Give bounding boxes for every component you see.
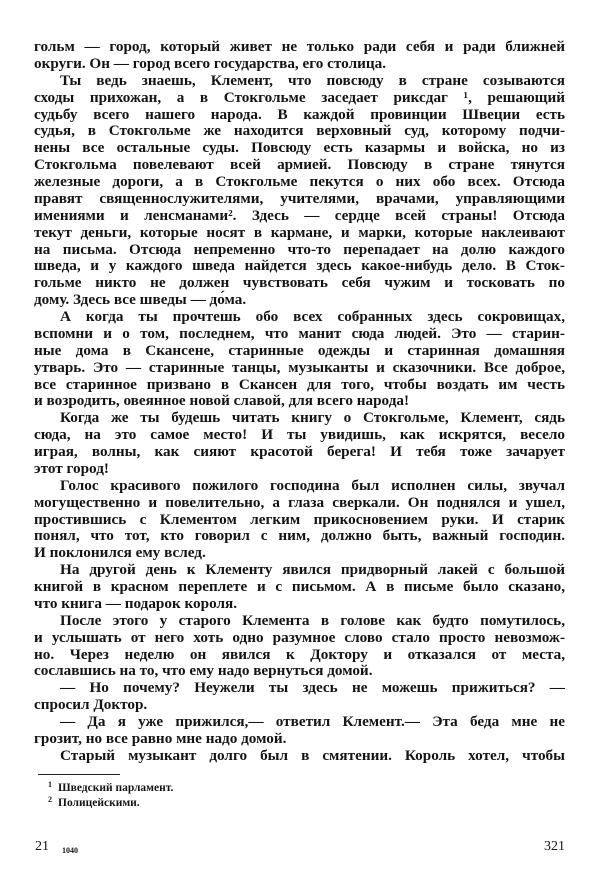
text-line: утварь. Это — старинные танцы, музыканты и сказочники. Все доброе, [34,358,565,376]
text-line: грозит, но все равно мне надо домой. [34,729,287,747]
text-line: сходы прихожан, а в Стокгольме заседает риксдаг ¹, решающий [34,88,565,106]
text-line: и услышать от него хоть одно разумное слово стало просто невозмож- [34,628,565,646]
text-line: но. Через неделю он явился к Доктору и отказался от места, [34,645,565,663]
text-line: вспомни и о том, последнем, что манит сюда людей. Это — старин- [34,324,565,342]
text-line: спросил Доктор. [34,696,148,714]
text-line: могущественно и повелительно, а глаза сверкали. Он поднялся и ушел, [34,493,565,511]
text-line: все старинное призвано в Скансен для того, чтобы воздать им честь [34,375,565,393]
footnote-1 [48,780,173,794]
text-line: — Да я уже прижился,— ответил Клемент.— Эта беда мне не [60,713,565,730]
footnote-text: Шведский парламент. [58,782,174,794]
page-number: 321 [544,839,565,854]
body-text [34,39,565,765]
text-line: ные дома в Скансене, старинные одежды и старинная домашняя [34,341,565,359]
footnote-text: Полицейскими. [58,797,140,809]
text-line: этот город! [34,459,109,477]
text-line: на письма. Отсюда непременно что-то перепадает на долю каждого [34,240,565,258]
text-line: что книга — подарок короля. [34,594,238,612]
text-line: дому. Здесь все шведы — до́ма. [34,291,247,309]
text-line: понял, что тот, кто говорил с ним, должно быть, важный господин. [34,527,565,545]
text-line: Стокгольма повелевают всей армией. Повсюду в стране тянутся [34,156,565,174]
text-line: сюда, на это самое место! И ты увидишь, как искрятся, весело [34,426,565,444]
text-line: судьбу всего нашего народа. В каждой провинции Швеции есть [34,105,565,123]
text-line: шведа, и у каждого шведа найдется здесь какое-нибудь дело. В Сток- [34,257,565,275]
text-line: и возродить, овеянное новой славой, для всего народа! [34,392,410,410]
sheet-number: 21 [35,839,49,854]
text-line: сославшись на то, что ему надо вернуться домой. [34,662,373,680]
footnote-2 [48,795,140,809]
text-line: Голос красивого пожилого господина был исполнен силы, звучал [60,476,565,494]
text-line: правят священнослужителями, учителями, врачами, управляющими [34,189,565,207]
text-line: Когда же ты будешь читать книгу о Стокгольме, Клемент, сядь [60,409,565,427]
text-line: текут деньги, которые носят в кармане, и марки, которые наклеивают [34,223,565,241]
text-line: простившись с Клементом легким прикосновением руки. И старик [34,510,565,528]
text-line: железные дороги, а в Стокгольме пекутся о них обо всех. Отсюда [34,173,565,190]
text-line: играя, волны, как сияют красотой берега! И тебя тоже зачарует [34,443,565,460]
text-line: После этого у старого Клемента в голове как будто помутилось, [60,611,565,629]
text-line: нены все остальные суды. Повсюду есть казармы и войска, но из [34,139,565,157]
text-line: округи. Он — город всего государства, его столица. [34,54,386,72]
text-line: имениями и ленсманами². Здесь — сердце всей страны! Отсюда [34,206,565,224]
text-line: И поклонился ему вслед. [34,544,206,562]
text-line: Ты ведь знаешь, Клемент, что повсюду в стране созываются [60,71,565,89]
signature-mark: 1040 [62,846,78,855]
text-line: Старый музыкант долго был в смятении. Король хотел, чтобы [60,746,565,764]
text-line: судья, в Стокгольме же находится верховный суд, которому подчи- [34,122,565,140]
footnote-mark: 1 [48,780,52,789]
text-line: А когда ты прочтешь обо всех собранных здесь сокровищах, [60,308,565,325]
text-line: — Но почему? Неужели ты здесь не можешь прижиться? — [60,679,565,697]
text-line: На другой день к Клементу явился придворный лакей с большой [60,561,565,579]
footnote-separator [38,774,120,775]
text-line: гольм — город, который живет не только ради себя и ради ближней [34,38,565,55]
text-line: книгой в красном переплете и с письмом. А в письме было сказано, [34,578,565,595]
text-line: гольме никто не должен чувствовать себя чужим и тосковать по [34,274,565,292]
footnote-mark: 2 [48,795,52,804]
